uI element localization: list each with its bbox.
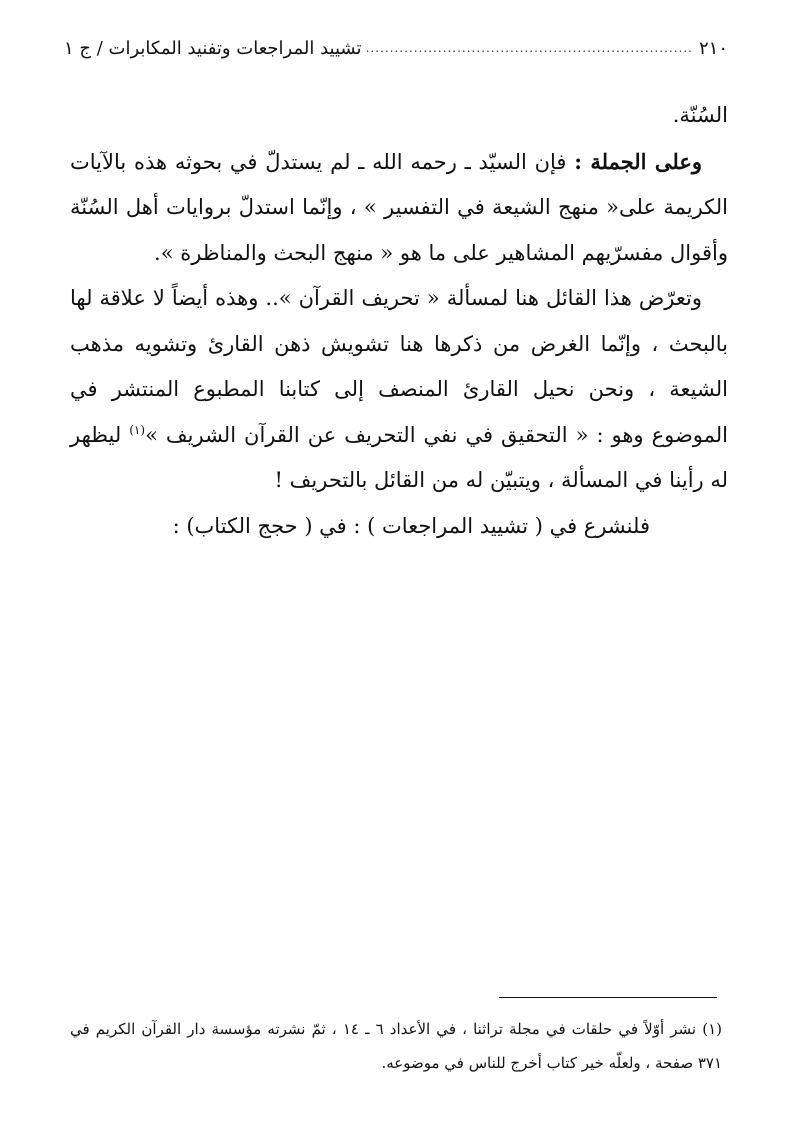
paragraph-3: فلنشرع في ( تشييد المراجعات ) : في ( حجج الكتاب) :: [172, 513, 650, 538]
footnote: [70, 1012, 722, 1080]
paragraph-0: السُنّة.: [672, 103, 728, 127]
paragraph-1-text: فإن السيّد ـ رحمه الله ـ لم يستدلّ في بحوثه هذه بالآيات الكريمة على« منهج الشيعة في التفسير » ، وإنّما استدلّ بروايات أهل السُنّة وأقوال مفسرّيهم المشاهير على ما هو « منهج البحث والمناظرة ».: [70, 149, 728, 265]
footnote-text: (١) نشر أوّلاً في حلقات في مجلة تراثنا ، في الأعداد ٦ ـ ١٤ ، ثمّ نشرته مؤسسة دار القرآن الكريم في ٣٧١ صفحة ، ولعلّه خير كتاب أخرج للناس في موضوعه.: [70, 1020, 722, 1072]
running-title: تشييد المراجعات وتفنيد المكابرات / ج ١: [64, 37, 362, 59]
paragraph-2-text-a: وتعرّض هذا القائل هنا لمسألة « تحريف القرآن ».. وهذه أيضاً لا علاقة لها بالبحث ، وإنّما الغرض من ذكرها هنا تشويش ذهن القارئ وتشويه مذهب الشيعة ، ونحن نحيل القارئ المنصف إلى كتابنا المطبوع المنتشر في الموضوع وهو : « التحقيق في نفي التحريف عن القرآن الشريف »: [70, 286, 728, 447]
paragraph-2: [70, 276, 728, 504]
bold-lead-phrase: وعلى الجملة :: [574, 148, 702, 174]
paragraph-2-text-b: ليظهر له رأينا في المسألة ، ويتبيّن له من القائل بالتحريف !: [70, 422, 728, 492]
paragraph-1: [70, 139, 728, 277]
page-number: ٢١٠: [698, 37, 728, 59]
main-text: [70, 93, 728, 549]
footnote-reference: (١): [129, 422, 146, 437]
running-header: [64, 34, 728, 62]
header-leader-dots: [367, 41, 693, 55]
footnote-divider: [499, 997, 717, 998]
